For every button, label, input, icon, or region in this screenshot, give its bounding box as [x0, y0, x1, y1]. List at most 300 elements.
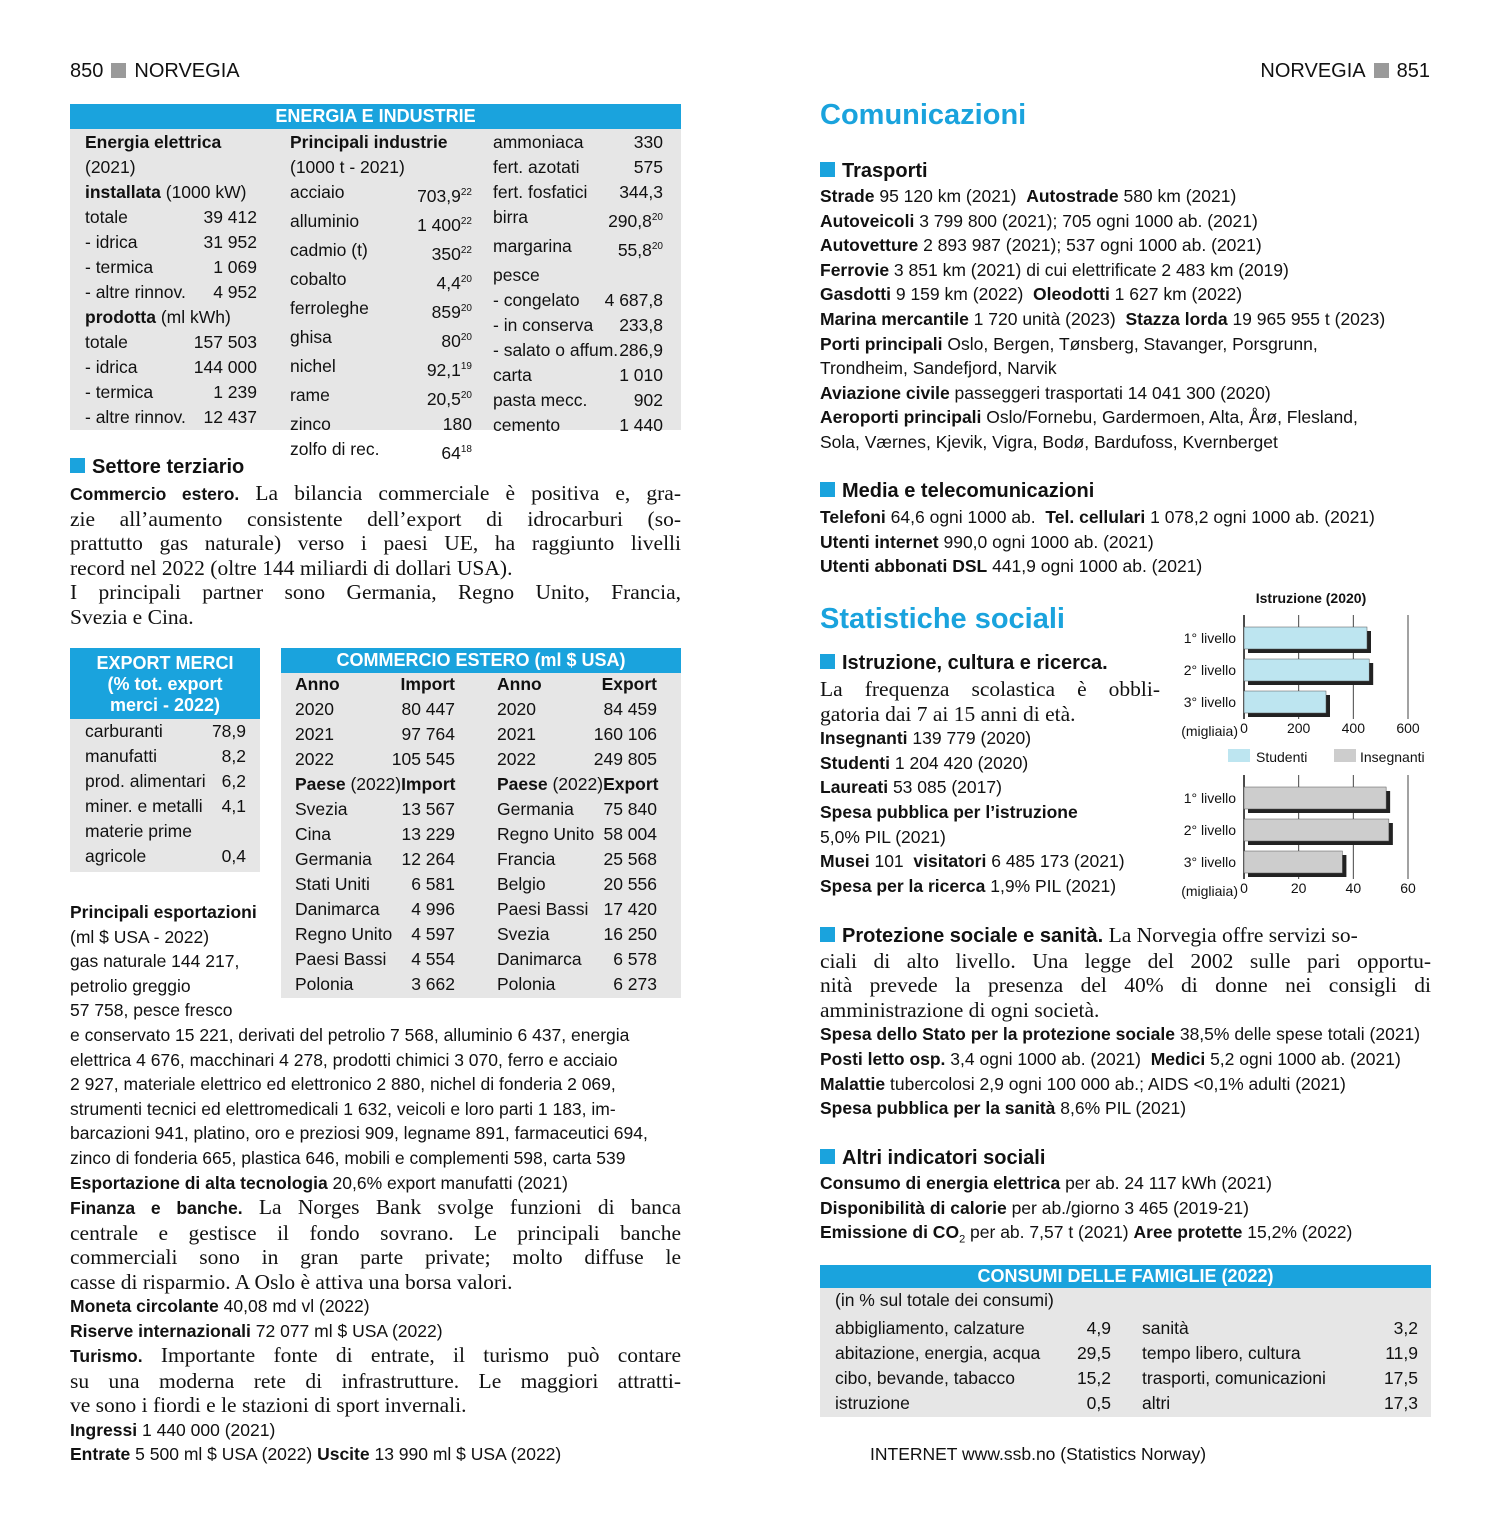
row-value: 20,5$^{20}$ — [426, 389, 472, 409]
bar — [1244, 627, 1367, 649]
row-label: - congelato — [493, 290, 580, 310]
row-label: ghisa — [290, 327, 332, 347]
row-label: - salato o affum. — [493, 340, 619, 360]
row-value: 75 840 — [603, 799, 657, 819]
table-row — [85, 280, 257, 305]
table-title — [70, 648, 260, 719]
legend-swatch-insegnanti — [1334, 749, 1356, 762]
row-value: 17 420 — [603, 899, 657, 919]
bullet-square-icon — [70, 458, 85, 473]
row-label: totale — [85, 207, 128, 227]
section-heading: Altri indicatori sociali — [820, 1145, 1045, 1171]
row-label: 2021 — [497, 724, 536, 744]
text-line: Utenti internet 990,0 ogni 1000 ab. (2021) — [820, 531, 1154, 552]
installata-rows — [85, 205, 257, 305]
table-row — [295, 747, 455, 772]
row-label: abitazione, energia, acqua — [835, 1343, 1041, 1363]
table-row — [497, 847, 657, 872]
title-line: merci - 2022) — [109, 695, 221, 715]
text-line: strumenti tecnici ed elettromedicali 1 632, veicoli e loro parti 1 183, im- — [70, 1098, 616, 1119]
footnote-year: 22 — [460, 245, 472, 256]
altri-list: Consumo di energia elettrica per ab. 24 117 kWh (2021) Disponibilità di calorie per ab./giorno 3 465 (2019-21) Emissione di $CO_2$ per ab. 7,57 t (2021) Aree protette 15,2% (2022) — [820, 1171, 1440, 1252]
row-label: materie prime — [85, 821, 192, 841]
text-line: zinco di fonderia 665, plastica 646, mobili e complementi 598, carta 539 — [70, 1147, 626, 1168]
finanza-paragraph: Finanza e banche. La Norges Bank svolge funzioni di banca centrale e gestisce il fondo sovrano. Le principali banche commerciali sono in gran parte private; molto diffuse le casse di risparmio. A Oslo è attiva una borsa valori. Moneta circolante 40,08 md vl (2022) Riserve internazionali 72 077 ml $ USA (2022) — [70, 1195, 681, 1341]
export-rows — [70, 719, 260, 869]
table-row — [85, 744, 246, 769]
row-label: rame — [290, 385, 330, 405]
industrie-column-2 — [493, 130, 663, 438]
row-label: ferroleghe — [290, 298, 369, 318]
section-heading: Istruzione, cultura e ricerca. — [820, 650, 1108, 676]
esportazioni-intro: Principali esportazioni (ml $ USA - 2022) gas naturale 144 217, petrolio greggio 57 758, pesce fresco — [70, 900, 270, 1023]
row-label: Cina — [295, 824, 331, 844]
row-label: Paesi Bassi — [497, 899, 589, 919]
trasporti-list — [820, 184, 1440, 455]
row-value: 20 556 — [603, 874, 657, 894]
table-row — [497, 947, 657, 972]
table-row — [295, 847, 455, 872]
export-merci-table — [70, 648, 260, 872]
text-line: Consumo di energia elettrica per ab. 24 117 kWh (2021) — [820, 1173, 1272, 1193]
table-row — [497, 747, 657, 772]
row-label: totale — [85, 332, 128, 352]
row-label: - in conserva — [493, 315, 594, 335]
row-label: cadmio (t) — [290, 240, 368, 260]
row-value: 344,3 — [619, 182, 663, 202]
table-row — [835, 1316, 1111, 1341]
row-label: 2022 — [295, 749, 334, 769]
table-row — [295, 872, 455, 897]
industrie-rows — [290, 180, 472, 466]
text-line: I principali partner sono Germania, Regno Unito, Francia, — [70, 580, 681, 605]
row-label: Regno Unito — [295, 924, 393, 944]
bullet-square-icon — [820, 927, 835, 942]
protezione-block: Protezione sociale e sanità. La Norvegia offre servizi so- ciali di alto livello. Una legge del 2002 sulle pari opportu- nità prevede la presenza del 40% di donne nei consigli di amministrazione di ogni società. Spesa dello Stato per la protezione sociale 38,5% delle spese totali (2021) Posti letto osp. 3,4 ogni 1000 ab. (2021) Medici 5,2 ogni 1000 ab. (2021) Malattie tubercolosi 2,9 ogni 100 000 ab.; AIDS <0,1% adulti (2021) Spesa pubblica per la sanità 8,6% PIL (2021) — [820, 923, 1431, 1121]
table-row — [493, 205, 663, 234]
table-row — [290, 383, 472, 412]
table-row — [295, 947, 455, 972]
text-line: Strade 95 120 km (2021) Autostrade 580 km (2021) — [820, 186, 1237, 206]
table-row — [85, 380, 257, 405]
table-row — [493, 338, 663, 363]
row-label: 2020 — [497, 699, 536, 719]
tick-label: 0 — [1240, 880, 1248, 896]
row-value: 55,8$^{20}$ — [617, 240, 663, 260]
table-row — [295, 697, 455, 722]
row-value: 3 662 — [411, 974, 455, 994]
consumi-table — [820, 1265, 1431, 1417]
table-row — [85, 330, 257, 355]
bar — [1244, 691, 1326, 713]
row-label: - altre rinnov. — [85, 282, 186, 302]
table-row — [835, 1366, 1111, 1391]
industrie-rows — [493, 130, 663, 438]
bullet-square-icon — [820, 1149, 835, 1164]
row-label: nichel — [290, 356, 336, 376]
text-line: Aviazione civile passeggeri trasportati 14 041 300 (2020) — [820, 382, 1271, 403]
prodotta-label: prodotta (ml kWh) — [85, 307, 231, 327]
row-value: 80 447 — [401, 699, 455, 719]
page-number: 850 — [70, 60, 104, 82]
istruzione-chart — [1160, 585, 1440, 900]
row-value: 105 545 — [391, 749, 455, 769]
text-line: Malattie tubercolosi 2,9 ogni 100 000 ab.; AIDS <0,1% adulti (2021) — [820, 1073, 1346, 1094]
row-value: 575 — [633, 157, 663, 177]
row-label: Polonia — [497, 974, 556, 994]
axis-label: (migliaia) — [1181, 723, 1238, 739]
table-row — [493, 155, 663, 180]
footnote-year: 20 — [460, 390, 472, 401]
right-page-header — [1260, 60, 1430, 83]
table-row — [493, 363, 663, 388]
chart-panel-studenti — [1181, 615, 1420, 739]
row-label: zinco — [290, 414, 331, 434]
table-row — [497, 972, 657, 997]
country-name: NORVEGIA — [134, 60, 240, 82]
text-line: amministrazione di ogni società. — [820, 997, 1100, 1022]
country-name: NORVEGIA — [1260, 60, 1366, 82]
table-row — [290, 238, 472, 267]
row-label: birra — [493, 207, 529, 227]
row-value: 180 — [442, 414, 472, 434]
row-label: trasporti, comunicazioni — [1142, 1368, 1326, 1388]
row-value: 13 567 — [401, 799, 455, 819]
row-label: sanità — [1142, 1318, 1189, 1338]
text-line: zie all’aumento consistente dell’export di idrocarburi (so- — [70, 506, 681, 531]
text-line: Posti letto osp. 3,4 ogni 1000 ab. (2021) Medici 5,2 ogni 1000 ab. (2021) — [820, 1048, 1401, 1069]
row-label: ammoniaca — [493, 132, 584, 152]
text-line: barcazioni 941, platino, oro e preziosi 909, legname 891, farmaceutici 694, — [70, 1123, 648, 1144]
legend-label-insegnanti: Insegnanti — [1360, 749, 1425, 765]
table-row — [493, 180, 663, 205]
row-value: 160 106 — [593, 724, 657, 744]
row-value: 1 069 — [213, 257, 257, 277]
row-value: 16 250 — [603, 924, 657, 944]
row-value: 17,5 — [1383, 1368, 1418, 1388]
row-label: Germania — [295, 849, 372, 869]
row-label: carburanti — [85, 721, 163, 741]
row-label: istruzione — [835, 1393, 910, 1413]
category-label: 1° livello — [1183, 790, 1236, 806]
table-row — [85, 769, 246, 794]
table-row — [85, 794, 246, 819]
row-label: Paesi Bassi — [295, 949, 387, 969]
column-unit: (1000 t - 2021) — [290, 157, 405, 177]
row-value: $64^{18}$ — [441, 443, 472, 463]
row-label: cemento — [493, 415, 561, 435]
table-row — [493, 413, 663, 438]
text-line: Disponibilità di calorie per ab./giorno 3 465 (2019-21) — [820, 1197, 1249, 1218]
text-line: Porti principali Oslo, Bergen, Tønsberg, Stavanger, Porsgrunn, — [820, 333, 1318, 354]
text-line: Utenti abbonati DSL 441,9 ogni 1000 ab. (2021) — [820, 556, 1203, 577]
row-label: Polonia — [295, 974, 354, 994]
text-line: 5,0% PIL (2021) — [820, 826, 946, 847]
section-heading: Settore terziario — [70, 454, 244, 480]
text-line: Spesa pubblica per la sanità 8,6% PIL (2021) — [820, 1098, 1187, 1119]
text-line: record nel 2022 (oltre 144 miliardi di dollari USA). — [70, 555, 513, 580]
bar — [1244, 787, 1386, 809]
chart-legend — [1228, 749, 1425, 765]
tick-label: 400 — [1341, 720, 1366, 736]
text-line: Insegnanti 139 779 (2020) — [820, 728, 1032, 749]
tick-label: 20 — [1290, 880, 1307, 896]
footnote-year: 22 — [460, 216, 472, 227]
text-line: Musei 101 visitatori 6 485 173 (2021) — [820, 851, 1125, 872]
row-label: carta — [493, 365, 532, 385]
row-label: Regno Unito — [497, 824, 595, 844]
section-title: Statistiche sociali — [820, 603, 1065, 635]
text-line: Turismo. Importante fonte di entrate, il turismo può contare — [70, 1343, 681, 1367]
text-line: (ml $ USA - 2022) — [70, 926, 210, 947]
row-label: pasta mecc. — [493, 390, 588, 410]
row-value: 0,4 — [221, 846, 246, 866]
row-value: 4,9 — [1086, 1318, 1111, 1338]
footnote-year: 18 — [460, 444, 472, 455]
tick-label: 60 — [1400, 880, 1416, 896]
table-row — [493, 288, 663, 313]
bar — [1244, 659, 1369, 681]
row-value: 58 004 — [603, 824, 657, 844]
table-row — [295, 972, 455, 997]
text-line: e conservato 15 221, derivati del petrolio 7 568, alluminio 6 437, energia — [70, 1025, 630, 1045]
industrie-column — [290, 130, 472, 466]
table-row — [493, 263, 663, 288]
row-value: $350^{22}$ — [431, 244, 472, 264]
text-line: La frequenza scolastica è obbli- — [820, 677, 1160, 701]
row-label: 2021 — [295, 724, 334, 744]
row-value: $80^{20}$ — [441, 331, 472, 351]
text-line: 2 927, materiale elettrico ed elettronico 2 880, nichel di fonderia 2 069, — [70, 1074, 616, 1095]
table-row — [290, 180, 472, 209]
text-line: Marina mercantile 1 720 unità (2023) Stazza lorda 19 965 955 t (2023) — [820, 308, 1386, 329]
esportazioni-list: e conservato 15 221, derivati del petrolio 7 568, alluminio 6 437, energia elettrica 4 676, macchinari 4 278, prodotti chimici 3 070, ferro e acciaio 2 927, materiale elettrico ed elettronico 2 880, nichel di fonderia 2 069, strumenti tecnici ed elettromedicali 1 632, veicoli e loro parti 1 183, im- barcazioni 941, platino, oro e preziosi 909, legname 891, farmaceutici 694, zinco di fonderia 665, plastica 646, mobili e complementi 598, carta 539 Esportazione di alta tecnologia 20,6% export manufatti (2021) — [70, 1023, 690, 1195]
square-icon — [111, 63, 126, 78]
row-label: - termica — [85, 257, 154, 277]
row-label: manufatti — [85, 746, 157, 766]
section-heading: Media e telecomunicazioni — [820, 478, 1094, 504]
footnote-year: 22 — [460, 187, 472, 198]
table-row — [835, 1341, 1111, 1366]
row-label: cobalto — [290, 269, 347, 289]
text-line: elettrica 4 676, macchinari 4 278, prodotti chimici 3 070, ferro e acciaio — [70, 1049, 618, 1070]
table-row — [835, 1391, 1111, 1416]
row-label: zolfo di rec. — [290, 439, 380, 459]
table-row — [497, 797, 657, 822]
row-label: 2020 — [295, 699, 334, 719]
text-line: Ferrovie 3 851 km (2021) di cui elettrificate 2 483 km (2019) — [820, 259, 1289, 280]
row-label: agricole — [85, 846, 147, 866]
consumi-subtitle: (in % sul totale dei consumi) — [835, 1290, 1054, 1310]
row-label: - termica — [85, 382, 154, 402]
table-row — [493, 388, 663, 413]
row-value: 4 996 — [411, 899, 455, 919]
title-line: (% tot. export — [107, 674, 223, 694]
row-value: 12 437 — [203, 407, 257, 427]
text-line: 57 758, pesce fresco — [70, 1000, 233, 1021]
column-title: Principali industrie — [290, 132, 448, 152]
energia-table — [70, 104, 681, 463]
page-title: Comunicazioni — [820, 99, 1027, 131]
row-value: 78,9 — [211, 721, 246, 741]
table-row — [493, 234, 663, 263]
category-label: 2° livello — [1183, 662, 1236, 678]
footnote-year: 20 — [651, 241, 663, 252]
axis-label: (migliaia) — [1181, 883, 1238, 899]
row-value: 31 952 — [203, 232, 257, 252]
row-label: tempo libero, cultura — [1142, 1343, 1301, 1363]
tick-label: 0 — [1240, 720, 1248, 736]
table-row — [497, 697, 657, 722]
row-value: 0,5 — [1086, 1393, 1111, 1413]
row-label: Belgio — [497, 874, 546, 894]
table-row — [290, 437, 472, 466]
row-value: 4 597 — [411, 924, 455, 944]
table-row — [1142, 1316, 1418, 1341]
row-value: 703,9$^{22}$ — [417, 186, 472, 206]
row-value: 233,8 — [619, 315, 663, 335]
table-row — [1142, 1366, 1418, 1391]
text-line: Spesa dello Stato per la protezione sociale 38,5% delle spese totali (2021) — [820, 1024, 1421, 1045]
text-line: Spesa per la ricerca 1,9% PIL (2021) — [820, 875, 1117, 896]
row-label: pesce — [493, 265, 540, 285]
page-number: 851 — [1396, 60, 1430, 82]
row-value: 8,2 — [221, 746, 246, 766]
text-line: ve sono i fiordi e le stazioni di sport invernali. — [70, 1393, 467, 1418]
text-line: su una moderna rete di infrastrutture. Le maggiori attratti- — [70, 1368, 681, 1393]
row-value: $4,4^{20}$ — [436, 273, 472, 293]
table-title: COMMERCIO ESTERO (ml $ USA) — [281, 648, 681, 673]
row-label: Germania — [497, 799, 574, 819]
text-line: gas naturale 144 217, — [70, 951, 240, 972]
footnote-year: 20 — [460, 274, 472, 285]
chart-panel-insegnanti — [1181, 775, 1416, 899]
table-row — [497, 722, 657, 747]
row-label: altri — [1142, 1393, 1171, 1413]
consumi-right — [1142, 1316, 1418, 1416]
text-line: Sola, Værnes, Kjevik, Vigra, Bodø, Bardufoss, Kvernberget — [820, 431, 1278, 452]
row-label: fert. fosfatici — [493, 182, 588, 202]
legend-label-studenti: Studenti — [1256, 749, 1308, 765]
row-value: 6 273 — [613, 974, 657, 994]
text-line: ciali di alto livello. Una legge del 2002 sulle pari opportu- — [820, 948, 1431, 973]
row-value: 25 568 — [603, 849, 657, 869]
row-label: Danimarca — [497, 949, 582, 969]
row-value: 286,9 — [619, 340, 663, 360]
table-row — [497, 922, 657, 947]
text-line: Telefoni 64,6 ogni 1000 ab. Tel. cellulari 1 078,2 ogni 1000 ab. (2021) — [820, 507, 1375, 527]
row-label: prod. alimentari — [85, 771, 206, 791]
text-line: nità prevede la presenza del 40% di donne nei consigli di — [820, 973, 1431, 998]
footer-internet: INTERNET www.ssb.no (Statistics Norway) — [870, 1444, 1207, 1464]
row-value: 29,5 — [1076, 1343, 1111, 1363]
row-label: - altre rinnov. — [85, 407, 186, 427]
export-column: Anno Export 2020 84 459 2021 160 106 2022 249 805 Paese (2022) Export Germania 75 840 Regno Unito 58 004 Francia 25 568 Belgio 20 556 Paesi Bassi 17 420 Svezia 16 250 Danimarca 6 578 Polonia 6 273 — [497, 672, 657, 997]
table-row — [295, 722, 455, 747]
section-heading: Trasporti — [820, 158, 928, 184]
energia-column — [85, 130, 257, 430]
text-line: Trondheim, Sandefjord, Narvik — [820, 358, 1057, 379]
text-line: Gasdotti 9 159 km (2022) Oleodotti 1 627 km (2022) — [820, 284, 1243, 305]
row-value: 3,2 — [1393, 1318, 1418, 1338]
chart-title: Istruzione (2020) — [1255, 590, 1367, 606]
row-value: 6 581 — [411, 874, 455, 894]
table-row — [290, 296, 472, 325]
text-line: Svezia e Cina. — [70, 604, 194, 629]
table-row — [85, 844, 246, 869]
bullet-square-icon — [820, 162, 835, 177]
row-value: 902 — [633, 390, 663, 410]
row-label: Svezia — [497, 924, 550, 944]
table-row — [85, 355, 257, 380]
row-label: miner. e metalli — [85, 796, 203, 816]
table-row — [85, 405, 257, 430]
row-value: 157 503 — [193, 332, 257, 352]
row-value: 330 — [633, 132, 663, 152]
text-line: Laureati 53 085 (2017) — [820, 777, 1002, 798]
text-line: casse di risparmio. A Oslo è attiva una borsa valori. — [70, 1269, 513, 1294]
row-label: fert. azotati — [493, 157, 580, 177]
row-label: Stati Uniti — [295, 874, 370, 894]
row-value: 4 952 — [213, 282, 257, 302]
text-line: commerciali sono in gran parte private; molto diffuse le — [70, 1245, 681, 1270]
row-label: acciaio — [290, 182, 345, 202]
row-value: 290,8$^{20}$ — [608, 211, 663, 231]
table-row — [290, 267, 472, 296]
row-value: 13 229 — [401, 824, 455, 844]
table-title: CONSUMI DELLE FAMIGLIE (2022) — [820, 1265, 1431, 1288]
row-value: 97 764 — [401, 724, 455, 744]
bullet-square-icon — [820, 482, 835, 497]
row-value: 1 $400^{22}$ — [417, 215, 472, 235]
table-row — [85, 719, 246, 744]
text-line: Autovetture 2 893 987 (2021); 537 ogni 1000 ab. (2021) — [820, 235, 1262, 256]
table-row — [290, 354, 472, 383]
column-title: Energia elettrica — [85, 132, 222, 152]
table-row — [85, 255, 257, 280]
consumi-left — [835, 1316, 1111, 1416]
row-value: 15,2 — [1076, 1368, 1111, 1388]
row-value: 84 459 — [603, 699, 657, 719]
square-icon — [1374, 63, 1389, 78]
table-row — [493, 130, 663, 155]
commercio-paragraph — [70, 481, 681, 630]
table-row — [1142, 1341, 1418, 1366]
footnote-year: 20 — [460, 303, 472, 314]
table-row — [85, 205, 257, 230]
bar — [1244, 851, 1342, 873]
row-label: abbigliamento, calzature — [835, 1318, 1025, 1338]
category-label: 3° livello — [1183, 854, 1236, 870]
row-value: 249 805 — [593, 749, 657, 769]
legend-swatch-studenti — [1228, 749, 1250, 762]
row-value: 6,2 — [221, 771, 246, 791]
table-row — [295, 822, 455, 847]
column-year: (2021) — [85, 157, 136, 177]
bullet-square-icon — [820, 654, 835, 669]
row-value: 92,1$^{19}$ — [426, 360, 472, 380]
text-line: petrolio greggio — [70, 975, 191, 996]
category-label: 1° livello — [1183, 630, 1236, 646]
text-line: Autoveicoli 3 799 800 (2021); 705 ogni 1000 ab. (2021) — [820, 210, 1258, 231]
text-line: centrale e gestisce il fondo sovrano. Le principali banche — [70, 1220, 681, 1245]
row-label: alluminio — [290, 211, 360, 231]
category-label: 2° livello — [1183, 822, 1236, 838]
table-row — [497, 872, 657, 897]
commercio-estero-table — [281, 648, 681, 998]
row-value: 17,3 — [1383, 1393, 1418, 1413]
table-row — [85, 819, 246, 844]
